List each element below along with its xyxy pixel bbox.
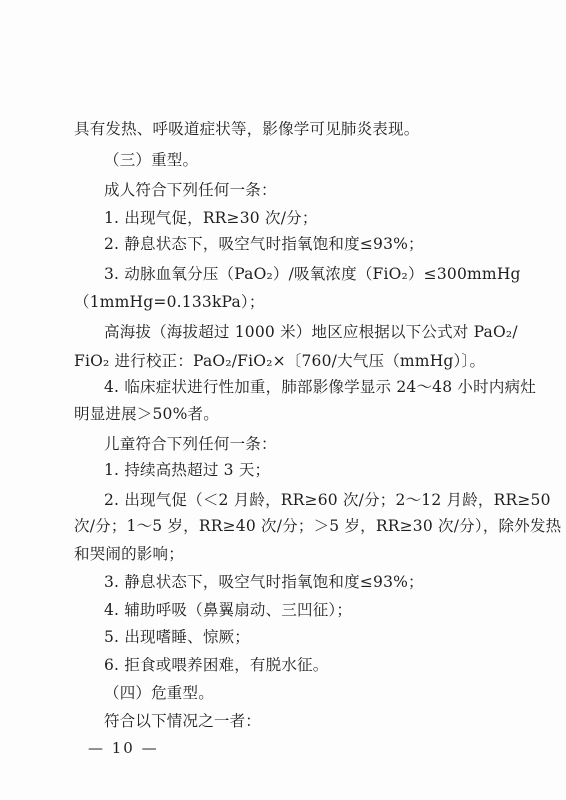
text-line: 高海拔（海拔超过 1000 米）地区应根据以下公式对 PaO₂/ xyxy=(104,323,518,341)
text-line: 4. 辅助呼吸（鼻翼扇动、三凹征）； xyxy=(104,601,353,619)
text-line: 2. 静息状态下，吸空气时指氧饱和度≤93%； xyxy=(104,235,424,253)
section-heading-critical: （四）危重型。 xyxy=(104,684,214,702)
text-line: 儿童符合下列任何一条： xyxy=(104,435,277,453)
text-line: 1. 持续高热超过 3 天； xyxy=(104,461,271,479)
text-line: 3. 动脉血氧分压（PaO₂）/吸氧浓度（FiO₂）≤300mmHg xyxy=(104,265,521,283)
text-line: 4. 临床症状进行性加重，肺部影像学显示 24～48 小时内病灶 xyxy=(104,378,536,396)
text-line: 3. 静息状态下，吸空气时指氧饱和度≤93%； xyxy=(104,573,424,591)
text-line: 1. 出现气促，RR≥30 次/分； xyxy=(104,209,318,227)
text-line: 次/分；1～5 岁，RR≥40 次/分；＞5 岁，RR≥30 次/分），除外发热 xyxy=(74,517,562,535)
text-line: 5. 出现嗜睡、惊厥； xyxy=(104,628,250,646)
text-line: 2. 出现气促（＜2 月龄，RR≥60 次/分；2～12 月龄，RR≥50 xyxy=(104,491,551,509)
text-line: 和哭闹的影响； xyxy=(74,545,184,563)
text-line: 具有发热、呼吸道症状等，影像学可见肺炎表现。 xyxy=(74,120,420,138)
text-line: 成人符合下列任何一条： xyxy=(104,181,277,199)
section-heading-severe: （三）重型。 xyxy=(104,151,199,169)
page-number: — 10 — xyxy=(88,739,159,757)
text-line: FiO₂ 进行校正：PaO₂/FiO₂×〔760/大气压（mmHg）〕。 xyxy=(74,352,486,370)
text-line: 符合以下情况之一者： xyxy=(104,712,262,730)
text-line: （1mmHg=0.133kPa）； xyxy=(74,293,265,311)
text-line: 6. 拒食或喂养困难，有脱水征。 xyxy=(104,656,329,674)
text-line: 明显进展＞50%者。 xyxy=(74,405,219,423)
